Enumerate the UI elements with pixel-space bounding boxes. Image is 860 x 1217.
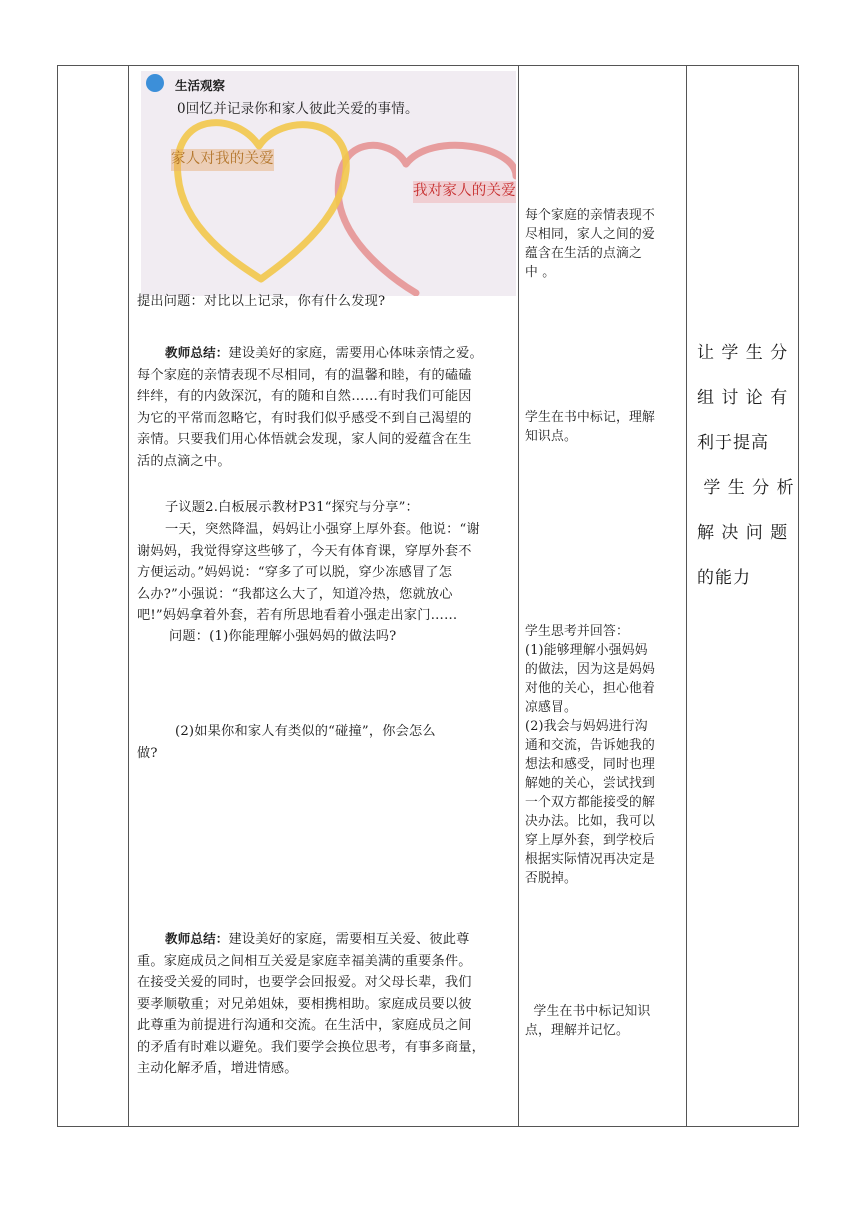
question-1: 问题：(1)你能理解小强妈妈的做法吗? xyxy=(169,629,397,644)
teacher-summary-2: 教师总结：建设美好的家庭，需要相互关爱、彼此尊 重。家庭成员之间相互关爱是家庭幸福美满的重要条件。 在接受关爱的同时，也要学会回报爱。对父母长辈，我们 要孝顺敬重；对兄弟姐妹，要相携相助。家庭成员要以彼 此尊重为前提进行沟通和交流。在生活中，家庭成员之间 的矛盾有时难以避免。我们要学会换位思考，有事多商量， 主动化解矛盾，增进情感。 xyxy=(137,931,486,1076)
panel-title: 生活观察 xyxy=(175,78,226,93)
heart-right-label: 我对家人的关爱 xyxy=(413,181,516,203)
note-family-love: 每个家庭的亲情表现不 尽相同，家人之间的爱 蕴含在生活的点滴之 中 。 xyxy=(525,208,655,280)
question-text: 提出问题：对比以上记录，你有什么发现? xyxy=(137,294,386,309)
lesson-plan-table xyxy=(57,65,799,1127)
summary-label: 教师总结： xyxy=(165,931,229,946)
panel-prompt: 0回忆并记录你和家人彼此关爱的事情。 xyxy=(177,101,419,117)
subtopic-2: 子议题2.白板展示教材P31“探究与分享”： xyxy=(165,500,419,515)
design-intent-cell xyxy=(687,66,799,1126)
teacher-summary-1: 教师总结：建设美好的家庭，需要用心体味亲情之爱。 每个家庭的亲情表现不尽相同，有的温馨和睦，有的磕磕 绊绊，有的内敛深沉，有的随和自然……有时我们可能因 为它的平常而忽略它，有时我们似乎感受不到自己渴望的 亲情。只要我们用心体悟就会发现，家人间的爱蕴含在生 活的点滴之中。 xyxy=(137,345,483,469)
student-activity-cell xyxy=(519,66,686,1126)
right-heart-shape xyxy=(338,145,516,293)
question-2: (2)如果你和家人有类似的“碰撞”，你会怎么 做? xyxy=(137,724,436,761)
heart-left-label: 家人对我的关爱 xyxy=(171,149,274,171)
left-heart-shape xyxy=(177,123,346,279)
summary-label: 教师总结： xyxy=(165,345,229,360)
student-answer: 学生思考并回答： (1)能够理解小强妈妈 的做法，因为这是妈妈 对他的关心，担心他着 凉感冒。 (2)我会与妈妈进行沟 通和交流，告诉她我的 想法和感受，同时也理 解她的关心，尝试找到 一个双方都能接受的解 决办法。比如，我可以 穿上厚外套，到学校后 根据实际情况再决定是 否脱掉。 xyxy=(525,624,655,886)
teaching-content-cell xyxy=(129,66,518,1126)
note-mark-book: 学生在书中标记，理解 知识点。 xyxy=(525,410,655,444)
note-memorize: 学生在书中标记知识 点，理解并记忆。 xyxy=(525,1004,651,1038)
life-observation-panel xyxy=(141,71,516,296)
design-intent-text: 让 学 生 分 组 讨 论 有 利于提高 学 生 分 析 解 决 问 题 的能力 xyxy=(697,343,795,588)
story-text: 一天，突然降温，妈妈让小强穿上厚外套。他说：“谢 谢妈妈，我觉得穿这些够了，今天有体育课，穿厚外套不 方便运动。”妈妈说：“穿多了可以脱，穿少冻感冒了怎 么办?”小强说：“我都这么大了，知道冷热，您就放心 吧!”妈妈拿着外套，若有所思地看着小强走出家门…… xyxy=(137,522,480,623)
